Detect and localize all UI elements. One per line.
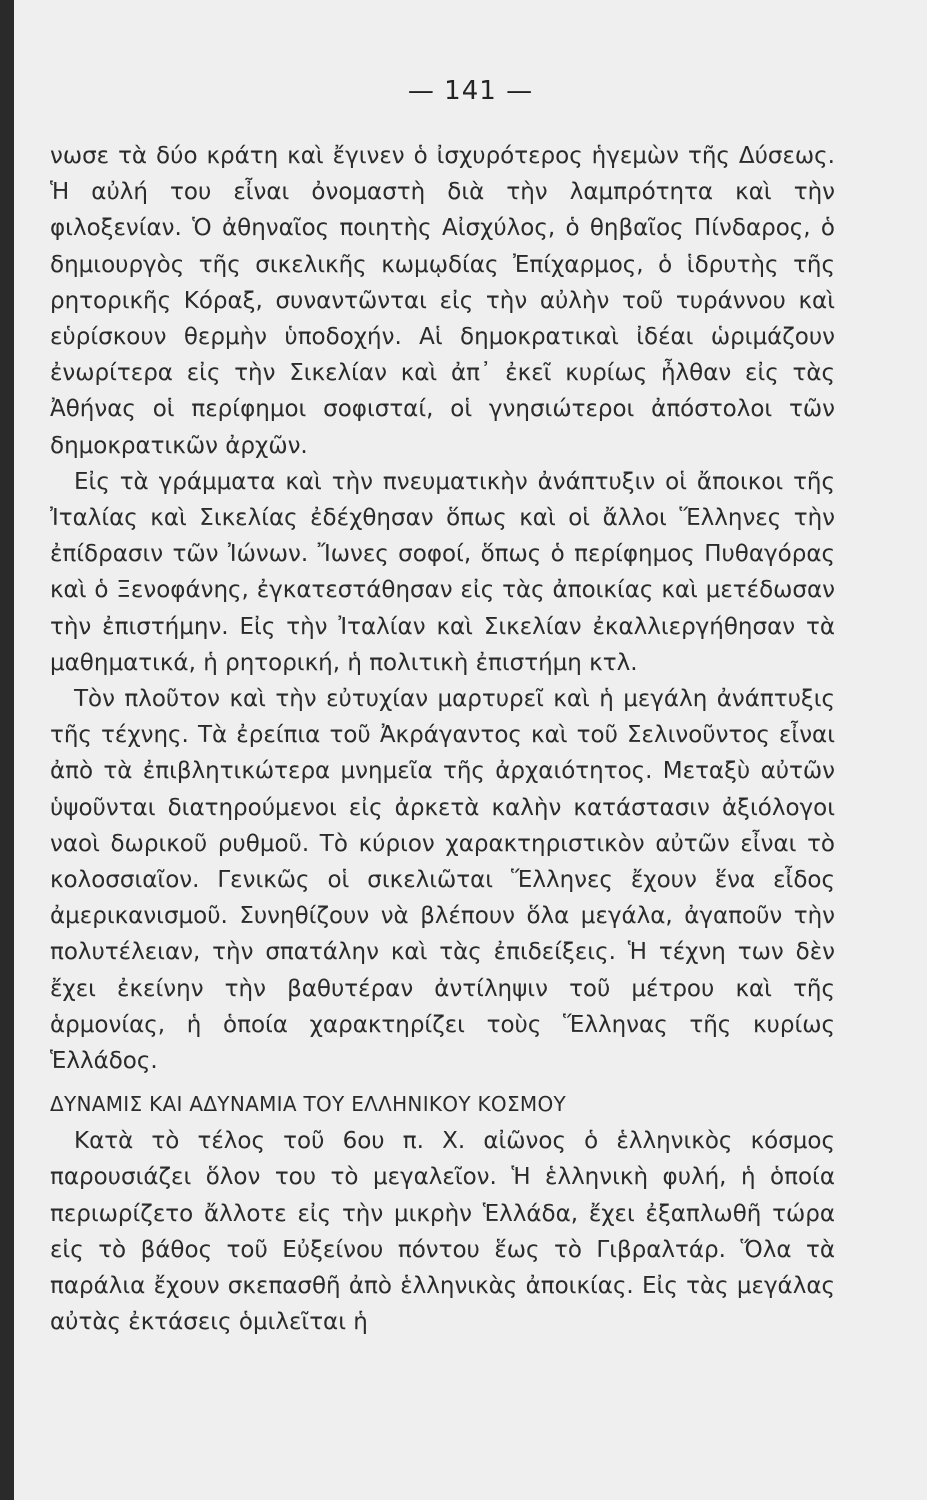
section-heading: ΔΥΝΑΜΙΣ ΚΑΙ ΑΔΥΝΑΜΙΑ ΤΟΥ ΕΛΛΗΝΙΚΟΥ ΚΟΣΜΟΥ <box>50 1092 567 1117</box>
book-page <box>14 0 927 1500</box>
paragraph: Εἰς τὰ γράμματα καὶ τὴν πνευματικὴν ἀνάπτυξιν οἱ ἄποικοι τῆς Ἰταλίας καὶ Σικελίας ἐδέχθησαν ὅπως καὶ οἱ ἄλλοι Ἕλληνες τὴν ἐπίδρασιν τῶν Ἰώνων. Ἴωνες σοφοί, ὅπως ὁ περίφημος Πυθαγόρας καὶ ὁ Ξενοφάνης, ἐγκατεστάθησαν εἰς τὰς ἀποικίας καὶ μετέδωσαν τὴν ἐπιστήμην. Εἰς τὴν Ἰταλίαν καὶ Σικελίαν ἐκαλλιεργήθησαν τὰ μαθηματικά, ἡ ρητορική, ἡ πολιτικὴ ἐπιστήμη κτλ. <box>50 468 835 676</box>
paragraph: νωσε τὰ δύο κράτη καὶ ἔγινεν ὁ ἰσχυρότερος ἡγεμὼν τῆς Δύσεως. Ἡ αὐλή του εἶναι ὀνομαστὴ διὰ τὴν λαμπρότητα καὶ τὴν φιλοξενίαν. Ὁ ἀθηναῖος ποιητὴς Αἰσχύλος, ὁ θηβαῖος Πίνδαρος, ὁ δημιουργὸς τῆς σικελικῆς κωμῳδίας Ἐπίχαρμος, ὁ ἱδρυτὴς τῆς ρητορικῆς Κόραξ, συναντῶνται εἰς τὴν αὐλὴν τοῦ τυράννου καὶ εὑρίσκουν θερμὴν ὑποδοχήν. Αἱ δημοκρατικαὶ ἰδέαι ὡριμάζουν ἐνωρίτερα εἰς τὴν Σικελίαν καὶ ἀπ᾽ ἐκεῖ κυρίως ἦλθαν εἰς τὰς Ἀθήνας οἱ περίφημοι σοφισταί, οἱ γνησιώτεροι ἀπόστολοι τῶν δημοκρατικῶν ἀρχῶν. <box>50 143 835 459</box>
page-number: — 141 — <box>407 76 534 106</box>
paragraph: Κατὰ τὸ τέλος τοῦ 6ου π. Χ. αἰῶνος ὁ ἑλληνικὸς κόσμος παρουσιάζει ὅλον του τὸ μεγαλεῖον. Ἡ ἑλληνικὴ φυλή, ἡ ὁποία περιωρίζετο ἄλλοτε εἰς τὴν μικρὴν Ἑλλάδα, ἔχει ἐξαπλωθῆ τώρα εἰς τὸ βάθος τοῦ Εὐξείνου πόντου ἕως τὸ Γιβραλτάρ. Ὅλα τὰ παράλια ἔχουν σκεπασθῆ ἀπὸ ἑλληνικὰς ἀποικίας. Εἰς τὰς μεγάλας αὐτὰς ἐκτάσεις ὁμιλεῖται ἡ <box>50 1128 835 1336</box>
paragraph: Τὸν πλοῦτον καὶ τὴν εὐτυχίαν μαρτυρεῖ καὶ ἡ μεγάλη ἀνάπτυξις τῆς τέχνης. Τὰ ἐρείπια τοῦ Ἀκράγαντος καὶ τοῦ Σελινοῦντος εἶναι ἀπὸ τὰ ἐπιβλητικώτερα μνημεῖα τῆς ἀρχαιότητος. Μεταξὺ αὐτῶν ὑψοῦνται διατηρούμενοι εἰς ἀρκετὰ καλὴν κατάστασιν ἀξιόλογοι ναοὶ δωρικοῦ ρυθμοῦ. Τὸ κύριον χαρακτηριστικὸν αὐτῶν εἶναι τὸ κολοσσιαῖον. Γενικῶς οἱ σικελιῶται Ἕλληνες ἔχουν ἕνα εἶδος ἀμερικανισμοῦ. Συνηθίζουν νὰ βλέπουν ὅλα μεγάλα, ἀγαποῦν τὴν πολυτέλειαν, τὴν σπατάλην καὶ τὰς ἐπιδείξεις. Ἡ τέχνη των δὲν ἔχει ἐκείνην τὴν βαθυτέραν ἀντίληψιν τοῦ μέτρου καὶ τῆς ἁρμονίας, ἡ ὁποία χαρακτηρίζει τοὺς Ἕλληνας τῆς κυρίως Ἑλλάδος. <box>50 686 835 1075</box>
page-body <box>50 138 835 1341</box>
